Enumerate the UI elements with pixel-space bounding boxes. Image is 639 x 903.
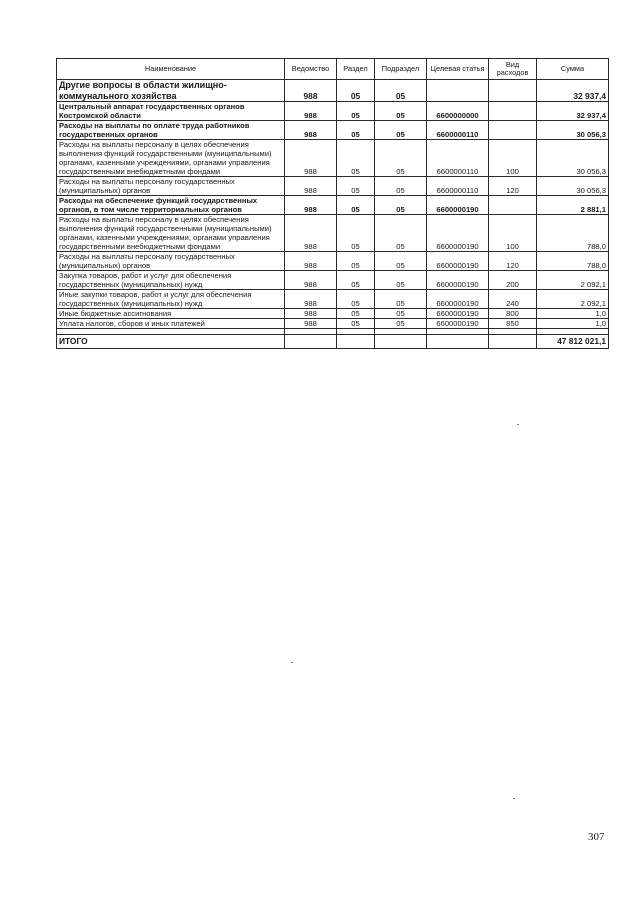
cell-vedomstvo: 988 [285,309,337,319]
page-number: 307 [588,831,605,843]
cell-podrazdel: 05 [375,80,427,102]
cell-vid-rashodov: 100 [489,140,537,177]
budget-table [56,58,609,349]
cell-name: Центральный аппарат государственных органов Костромской области [57,102,285,121]
cell-summa: 30 056,3 [537,121,609,140]
cell-razdel: 05 [337,140,375,177]
cell-vedomstvo: 988 [285,290,337,309]
cell-name: Уплата налогов, сборов и иных платежей [57,319,285,329]
cell-celevaya-statya: 6600000000 [427,102,489,121]
cell-podrazdel: 05 [375,319,427,329]
cell-vid-rashodov [489,102,537,121]
cell-summa: 32 937,4 [537,102,609,121]
cell-name: Расходы на выплаты персоналу в целях обеспечения выполнения функций государственными (муниципальными) органами, казенными учреждениями, органами управления государственными внебюджетными фондами [57,215,285,252]
total-empty-cell [285,335,337,349]
header-celevaya-statya: Целевая статья [427,59,489,80]
total-empty-cell [337,335,375,349]
cell-name: Закупка товаров, работ и услуг для обеспечения государственных (муниципальных) нужд [57,271,285,290]
cell-vid-rashodov: 200 [489,271,537,290]
cell-razdel: 05 [337,102,375,121]
cell-vedomstvo: 988 [285,80,337,102]
scan-speck [513,798,515,799]
cell-podrazdel: 05 [375,121,427,140]
cell-celevaya-statya: 6600000190 [427,252,489,271]
table-row [57,196,609,215]
cell-vedomstvo: 988 [285,319,337,329]
cell-celevaya-statya: 6600000190 [427,319,489,329]
cell-razdel: 05 [337,309,375,319]
header-vid-rashodov: Вид расходов [489,59,537,80]
cell-vid-rashodov [489,121,537,140]
cell-razdel: 05 [337,177,375,196]
table-row [57,102,609,121]
scan-speck [517,424,519,425]
cell-vedomstvo: 988 [285,121,337,140]
cell-vid-rashodov: 100 [489,215,537,252]
cell-razdel: 05 [337,121,375,140]
table-row [57,177,609,196]
table-row [57,309,609,319]
cell-razdel: 05 [337,215,375,252]
cell-vid-rashodov [489,80,537,102]
cell-vedomstvo: 988 [285,177,337,196]
total-label: ИТОГО [57,335,285,349]
cell-podrazdel: 05 [375,271,427,290]
total-empty-cell [427,335,489,349]
header-vedomstvo: Ведомство [285,59,337,80]
header-podrazdel: Подраздел [375,59,427,80]
table-header-row [57,59,609,80]
cell-vedomstvo: 988 [285,102,337,121]
cell-name: Расходы на выплаты по оплате труда работников государственных органов [57,121,285,140]
table-total-row [57,335,609,349]
cell-podrazdel: 05 [375,215,427,252]
total-empty-cell [375,335,427,349]
table-row [57,319,609,329]
table-row [57,121,609,140]
cell-vedomstvo: 988 [285,140,337,177]
cell-vid-rashodov: 240 [489,290,537,309]
cell-vedomstvo: 988 [285,215,337,252]
cell-celevaya-statya [427,80,489,102]
cell-name: Иные закупки товаров, работ и услуг для обеспечения государственных (муниципальных) нужд [57,290,285,309]
header-summa: Сумма [537,59,609,80]
scan-speck [291,662,293,663]
cell-podrazdel: 05 [375,309,427,319]
cell-vid-rashodov [489,196,537,215]
cell-vedomstvo: 988 [285,196,337,215]
cell-celevaya-statya: 6600000110 [427,177,489,196]
cell-vid-rashodov: 120 [489,177,537,196]
cell-podrazdel: 05 [375,290,427,309]
cell-celevaya-statya: 6600000190 [427,271,489,290]
cell-summa: 1,0 [537,319,609,329]
cell-celevaya-statya: 6600000110 [427,140,489,177]
cell-podrazdel: 05 [375,140,427,177]
table-body [57,80,609,349]
cell-celevaya-statya: 6600000110 [427,121,489,140]
table-row [57,215,609,252]
cell-vedomstvo: 988 [285,252,337,271]
total-empty-cell [489,335,537,349]
cell-razdel: 05 [337,319,375,329]
cell-vid-rashodov: 800 [489,309,537,319]
cell-celevaya-statya: 6600000190 [427,215,489,252]
cell-summa: 2 881,1 [537,196,609,215]
table-row [57,271,609,290]
cell-razdel: 05 [337,271,375,290]
cell-summa: 2 092,1 [537,290,609,309]
cell-name: Иные бюджетные ассигнования [57,309,285,319]
table-row [57,290,609,309]
header-razdel: Раздел [337,59,375,80]
cell-razdel: 05 [337,252,375,271]
cell-razdel: 05 [337,290,375,309]
cell-vid-rashodov: 850 [489,319,537,329]
cell-vedomstvo: 988 [285,271,337,290]
cell-podrazdel: 05 [375,102,427,121]
cell-name: Расходы на выплаты персоналу государственных (муниципальных) органов [57,177,285,196]
cell-name: Расходы на выплаты персоналу государственных (муниципальных) органов [57,252,285,271]
cell-summa: 1,0 [537,309,609,319]
cell-razdel: 05 [337,80,375,102]
cell-name: Другие вопросы в области жилищно-коммунального хозяйства [57,80,285,102]
cell-summa: 788,0 [537,215,609,252]
table-row [57,252,609,271]
cell-vid-rashodov: 120 [489,252,537,271]
cell-summa: 32 937,4 [537,80,609,102]
table-row [57,80,609,102]
cell-razdel: 05 [337,196,375,215]
cell-name: Расходы на выплаты персоналу в целях обеспечения выполнения функций государственными (муниципальными) органами, казенными учреждениями, органами управления государственными внебюджетными фондами [57,140,285,177]
cell-podrazdel: 05 [375,196,427,215]
cell-celevaya-statya: 6600000190 [427,309,489,319]
cell-summa: 788,0 [537,252,609,271]
cell-podrazdel: 05 [375,252,427,271]
cell-celevaya-statya: 6600000190 [427,290,489,309]
cell-summa: 2 092,1 [537,271,609,290]
cell-celevaya-statya: 6600000190 [427,196,489,215]
table-row [57,140,609,177]
header-name: Наименование [57,59,285,80]
cell-name: Расходы на обеспечение функций государственных органов, в том числе территориальных органов [57,196,285,215]
cell-summa: 30 056,3 [537,177,609,196]
cell-podrazdel: 05 [375,177,427,196]
total-summa: 47 812 021,1 [537,335,609,349]
cell-summa: 30 056,3 [537,140,609,177]
